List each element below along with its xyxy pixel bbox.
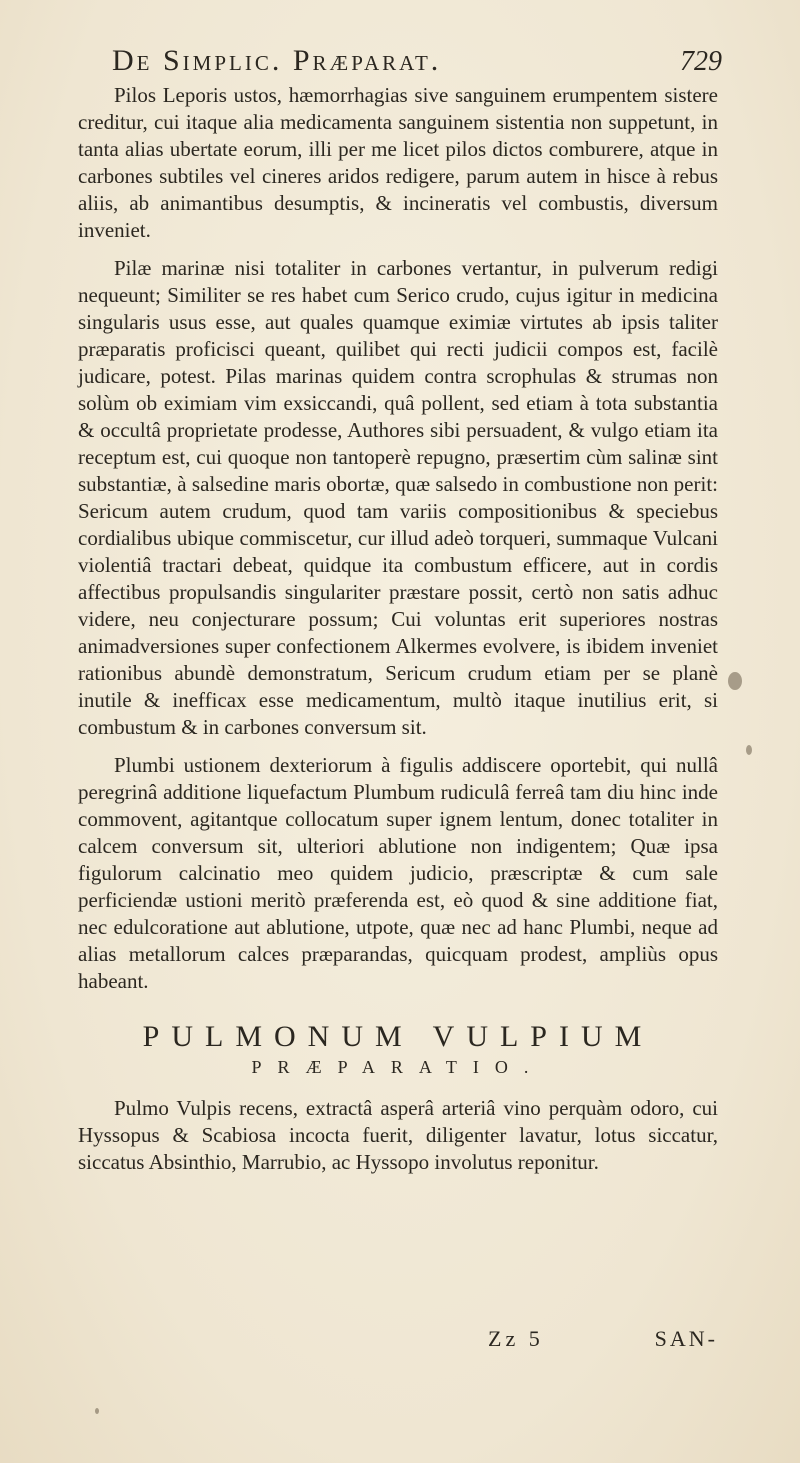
paper-speck <box>95 1408 99 1414</box>
paper-speck <box>746 745 752 755</box>
catchword: SAN- <box>654 1326 718 1351</box>
signature-mark: Zz 5 <box>488 1326 544 1351</box>
running-title: De Simplic. Præparat. <box>112 44 442 77</box>
body-text <box>78 82 718 1176</box>
paragraph-pilae-marinae: Pilæ marinæ nisi totaliter in carbones vertantur, in pulverum redigi nequeunt; Similiter se res habet cum Serico crudo, cujus igitur in medicina singularis usus esse, aut quales quamque eximiæ virtutes ab ipsis taliter præparatis proficisci queant, quilibet qui recti judicii compos est, facilè judicare, potest. Pilas marinas quidem contra scrophulas & strumas non solùm ob eximiam vim exsiccandi, quâ pollent, sed etiam à tota substantia & occultâ proprietate prodesse, Authores sibi persuadent, & vulgo etiam ita receptum est, cui quoque non tantoperè repugno, præsertim cùm salinæ sint substantiæ, à salsedine maris obortæ, quæ salsedo in combustione non perit: Sericum autem crudum, quod tam variis compositionibus & speciebus cordialibus ubique commiscetur, cur illud adeò torqueri, summaque Vulcani violentiâ tractari debeat, quidque ita combustum efficere, aut in cordis affectibus propulsandis singulariter præstare possit, certò non satis adhuc videre, neu conjecturare possum; Cui voluntas erit superiores nostras animadversiones super confectionem Alkermes evolvere, is ibidem inveniet rationibus abundè demonstratum, Sericum crudum etiam per se planè inutile & inefficax esse medicamentum, multò itaque inutilius erit, si combustum & in carbones conversum sit. <box>78 256 718 739</box>
section-title: PULMONUM VULPIUM <box>142 1020 654 1053</box>
paper-speck <box>728 672 742 690</box>
running-head <box>112 44 722 78</box>
page-number: 729 <box>680 46 722 77</box>
paragraph-pili-leporis: Pilos Leporis ustos, hæmorrhagias sive sanguinem erumpentem sistere creditur, cui itaque alia medicamenta sanguinem sistentia non suppetunt, in tanta alias ubertate eorum, illi per me licet pilos dictos comburere, atque in carbones subtiles vel cineres aridos redigere, parum autem in hisce à rebus aliis, ab animantibus desumptis, & incineratis vel combustis, diversum inveniet. <box>78 83 718 242</box>
paragraph-plumbi-ustio: Plumbi ustionem dexteriorum à figulis addiscere oportebit, qui nullâ peregrinâ additione liquefactum Plumbum rudiculâ ferreâ tam diu hinc inde commovent, agitantque collocatum super ignem lentum, donec totaliter in calcem conversum sit, ulteriori ablutione non indigentem; Quæ ipsa figulorum calcinatio meo quidem judicio, præscriptæ & cum sale perficiendæ ustioni meritò præferenda est, eò quod & sine additione fiat, nec edulcoratione aut ablutione, utpote, quæ nec ad hanc Plumbi, neque ad alias metallorum calces præparandas, quicquam prodest, ampliùs opus habeant. <box>78 753 718 993</box>
paragraph-pulmo-vulpis: Pulmo Vulpis recens, extractâ asperâ arteriâ vino perquàm odoro, cui Hyssopus & Scabiosa incocta fuerit, diligenter lavatur, lotus siccatur, siccatus Absinthio, Marrubio, ac Hyssopo involutus reponitur. <box>78 1096 718 1174</box>
section-subtitle: PRÆPARATIO. <box>251 1057 545 1077</box>
